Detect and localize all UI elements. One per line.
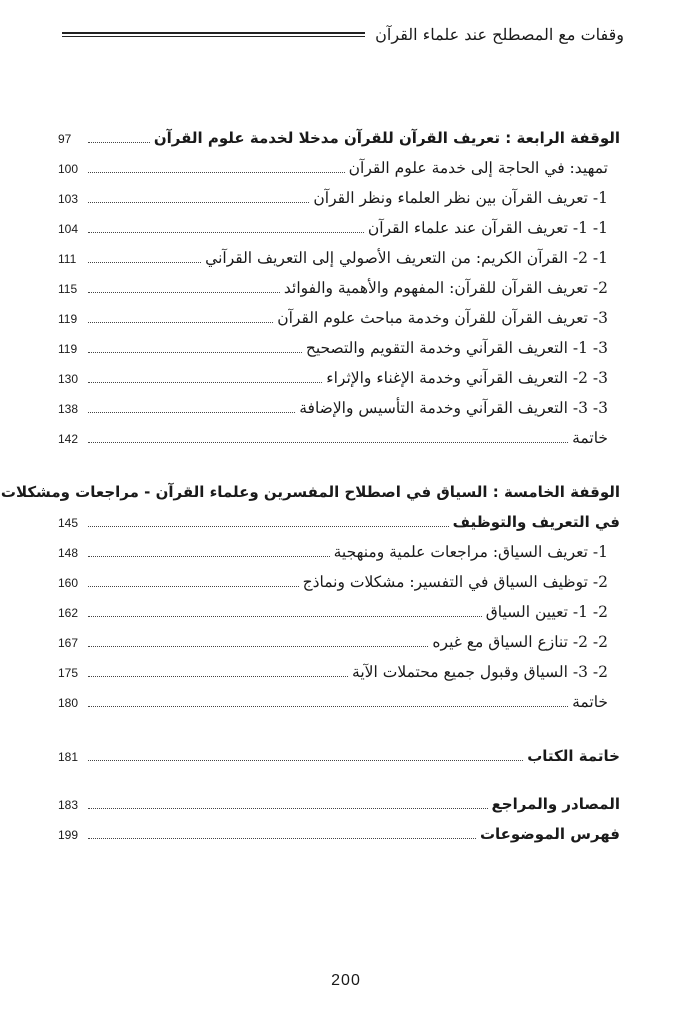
toc-entry[interactable] [58,388,620,418]
toc-entry-text: في التعريف والتوظيف [452,513,620,531]
toc-page-number: 104 [58,222,79,236]
toc-entry-text: خاتمة [572,693,608,711]
toc-entry-text: 3- تعريف القرآن للقرآن وخدمة مباحث علوم القرآن [277,309,608,327]
toc-entry[interactable] [58,298,620,328]
toc-entry-text: 2- تعريف القرآن للقرآن: المفهوم والأهمية والفوائد [283,279,608,297]
dot-leader [88,231,364,233]
dot-leader [88,525,449,527]
dot-leader [88,411,295,413]
dot-leader [88,201,309,203]
toc-entry[interactable] [58,328,620,358]
toc-entry-text: المصادر والمراجع [491,795,620,813]
dot-leader [88,141,150,143]
toc-entry[interactable] [58,682,620,712]
toc-page-number: 175 [58,666,79,680]
dot-leader [88,759,523,761]
toc-entry-text: فهرس الموضوعات [479,825,620,843]
toc-page-number: 111 [58,252,77,266]
toc-page-number: 138 [58,402,79,416]
toc-entry-text: 3- 1- التعريف القرآني وخدمة التقويم والتصحيح [305,339,608,357]
running-header [62,22,624,46]
dot-leader [88,381,322,383]
toc-page-number: 148 [58,546,79,560]
toc-page-number: 142 [58,432,79,446]
toc-entry-text: 2- 2- تنازع السياق مع غيره [432,633,608,651]
dot-leader [88,441,568,443]
toc-entry-text: 1- تعريف السياق: مراجعات علمية ومنهجية [333,543,608,561]
toc-entry-text: 2- توظيف السياق في التفسير: مشكلات ونماذج [302,573,608,591]
toc-page-number: 119 [58,312,78,326]
toc-entry-text: الوقفة الخامسة : السياق في اصطلاح المفسرين وعلماء القرآن - مراجعات ومشكلات [0,483,620,501]
dot-leader [88,555,330,557]
toc-page-number: 180 [58,696,79,710]
toc-entry[interactable] [58,622,620,652]
toc-page-number: 145 [58,516,79,530]
toc-section-title-line2[interactable] [58,502,620,532]
toc-entry-text: تمهيد: في الحاجة إلى خدمة علوم القرآن [348,159,608,177]
dot-leader [88,615,482,617]
toc-entry[interactable] [58,532,620,562]
toc-page-number: 183 [58,798,79,812]
toc-entry-text: الوقفة الرابعة : تعريف القرآن للقرآن مدخلا لخدمة علوم القرآن [153,129,620,147]
toc-entry-text: خاتمة [572,429,608,447]
dot-leader [88,705,568,707]
toc-page-number: 97 [58,132,72,146]
toc-page-number: 162 [58,606,79,620]
toc-entry[interactable] [58,178,620,208]
running-header-title: وقفات مع المصطلح عند علماء القرآن [375,24,624,44]
toc-entry-text: 2- 3- السياق وقبول جميع محتملات الآية [352,663,608,681]
toc-section-title-line1[interactable] [0,472,620,502]
toc-page-number: 130 [58,372,79,386]
dot-leader [88,351,302,353]
toc-page-number: 103 [58,192,79,206]
toc-page-number: 167 [58,636,79,650]
toc-entry-text: 3- 2- التعريف القرآني وخدمة الإغناء والإثراء [326,369,608,387]
toc-entry[interactable] [58,268,620,298]
toc-page-number: 199 [58,828,79,842]
dot-leader [88,291,280,293]
toc-entry[interactable] [58,562,620,592]
dot-leader [88,585,299,587]
toc-entry[interactable] [58,148,620,178]
toc-entry-text: 2- 1- تعيين السياق [485,603,608,621]
toc-index[interactable] [58,814,620,844]
toc-entry[interactable] [58,652,620,682]
dot-leader [88,675,348,677]
toc-page-number: 181 [58,750,79,764]
dot-leader [88,645,428,647]
toc-entry[interactable] [58,418,620,448]
toc-entry-text: خاتمة الكتاب [527,747,620,765]
toc-entry-text: 1- 2- القرآن الكريم: من التعريف الأصولي إلى التعريف القرآني [205,249,608,267]
page-number: 200 [331,972,361,989]
section-spacer [58,448,620,472]
toc-sources[interactable] [58,784,620,814]
toc-entry-text: 1- تعريف القرآن بين نظر العلماء ونظر القرآن [313,189,608,207]
dot-leader [88,171,345,173]
toc-entry[interactable] [58,592,620,622]
dot-leader [88,261,201,263]
section-spacer [58,712,620,736]
dot-leader [88,837,476,839]
toc-page-number: 119 [58,342,78,356]
toc-entry[interactable] [58,358,620,388]
dot-leader [88,321,273,323]
toc-page-number: 100 [58,162,79,176]
section-spacer [58,766,620,784]
toc-page-number: 160 [58,576,79,590]
toc-entry[interactable] [58,238,620,268]
toc-entry-text: 1- 1- تعريف القرآن عند علماء القرآن [367,219,608,237]
table-of-contents [0,118,620,844]
toc-entry-text: 3- 3- التعريف القرآني وخدمة التأسيس والإضافة [299,399,608,417]
toc-entry[interactable] [58,208,620,238]
toc-section-title[interactable] [58,118,620,148]
header-rule [62,32,365,37]
dot-leader [88,807,488,809]
toc-page-number: 115 [58,282,78,296]
toc-book-conclusion[interactable] [58,736,620,766]
